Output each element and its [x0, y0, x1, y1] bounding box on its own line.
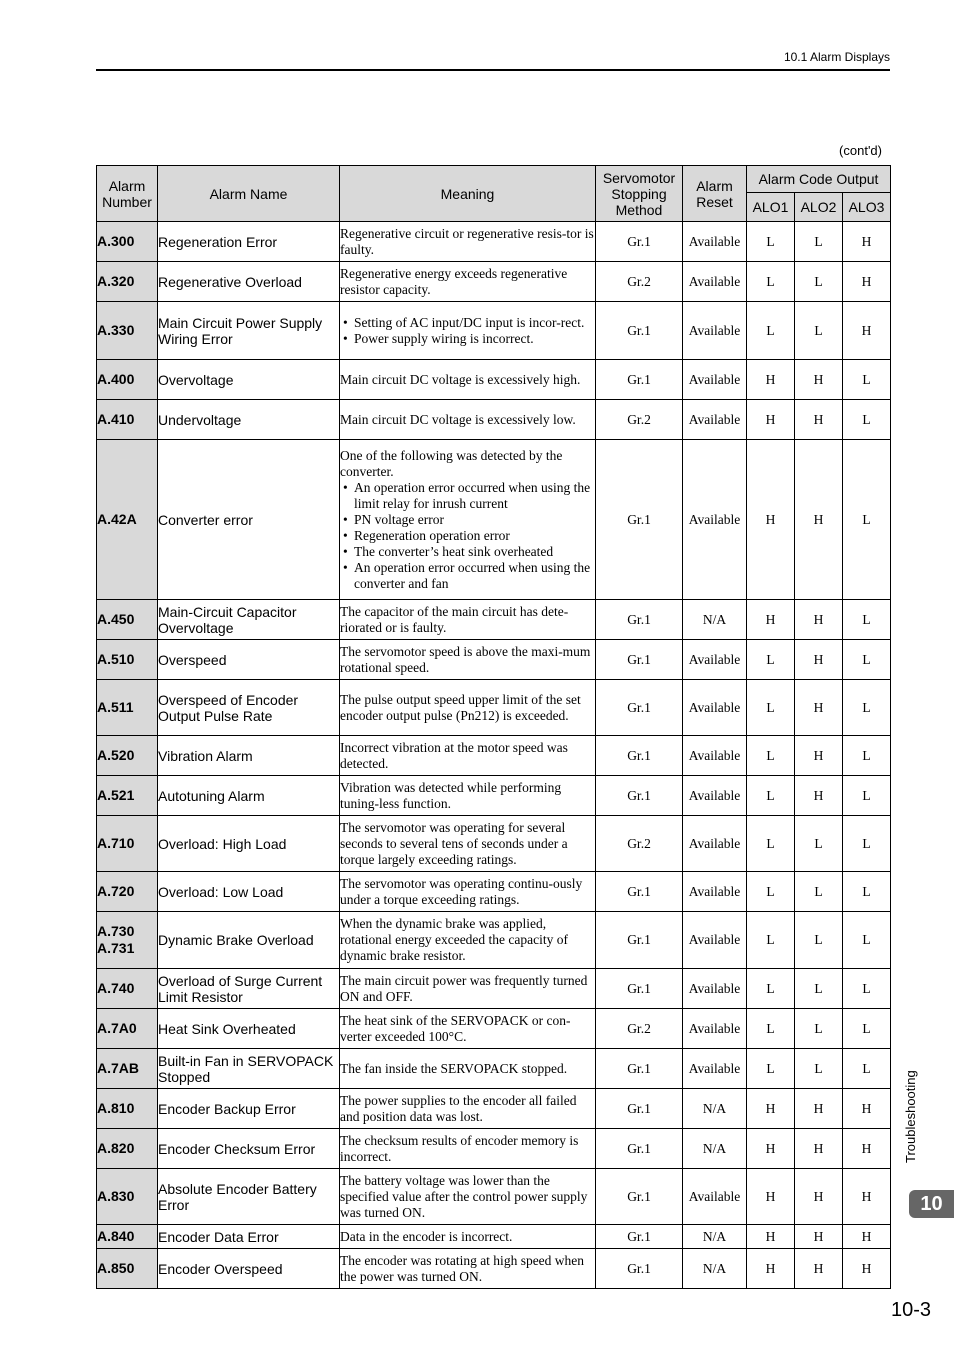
meaning-text: Incorrect vibration at the motor speed was detected.: [340, 739, 568, 771]
alarm-number: A.710: [97, 816, 158, 872]
alo1-value: L: [747, 969, 795, 1009]
alo3-value: L: [843, 400, 891, 440]
stopping-method: Gr.1: [596, 1089, 683, 1129]
alo2-value: L: [795, 912, 843, 969]
alarm-reset: Available: [683, 680, 747, 736]
alarm-reset: Available: [683, 912, 747, 969]
table-row: [97, 222, 891, 262]
alarm-number: A.730 A.731: [97, 912, 158, 969]
meaning-text: Vibration was detected while performing tuning-less function.: [340, 779, 562, 811]
alarm-name: Regenerative Overload: [158, 262, 340, 302]
header-alo2: ALO2: [795, 193, 843, 222]
section-label: 10.1 Alarm Displays: [783, 50, 890, 64]
stopping-method: Gr.1: [596, 680, 683, 736]
alarm-name: Overload: High Load: [158, 816, 340, 872]
alarm-name: Encoder Data Error: [158, 1225, 340, 1249]
alarm-number: A.320: [97, 262, 158, 302]
alarm-reset: Available: [683, 736, 747, 776]
alarm-name: Overvoltage: [158, 360, 340, 400]
meaning-text: Data in the encoder is incorrect.: [340, 1228, 513, 1244]
alarm-meaning: [340, 360, 596, 400]
header-stopping-method: Servomotor Stopping Method: [596, 166, 683, 222]
alarm-reset: N/A: [683, 1089, 747, 1129]
stopping-method: Gr.1: [596, 1249, 683, 1289]
alo2-value: H: [795, 1249, 843, 1289]
alo3-value: H: [843, 302, 891, 360]
alarm-name: Undervoltage: [158, 400, 340, 440]
alarm-meaning: [340, 872, 596, 912]
alo1-value: L: [747, 222, 795, 262]
alarm-meaning: [340, 969, 596, 1009]
alarm-meaning: [340, 1249, 596, 1289]
table-row: [97, 1049, 891, 1089]
alarm-meaning: [340, 736, 596, 776]
alo1-value: L: [747, 302, 795, 360]
alarm-meaning: [340, 302, 596, 360]
meaning-text: Main circuit DC voltage is excessively high.: [340, 371, 581, 387]
stopping-method: Gr.1: [596, 736, 683, 776]
table-row: [97, 1169, 891, 1225]
meaning-bullet: • Setting of AC input/DC input is incor-rect.: [340, 315, 595, 331]
alarm-meaning: [340, 1169, 596, 1225]
alo3-value: L: [843, 360, 891, 400]
alo1-value: H: [747, 600, 795, 640]
alarm-name: Overload of Surge Current Limit Resistor: [158, 969, 340, 1009]
alarm-reset: N/A: [683, 1129, 747, 1169]
meaning-text: The fan inside the SERVOPACK stopped.: [340, 1060, 568, 1076]
continued-label: (cont'd): [839, 143, 882, 158]
alo3-value: L: [843, 600, 891, 640]
alarm-name: Encoder Checksum Error: [158, 1129, 340, 1169]
header-alo1: ALO1: [747, 193, 795, 222]
alo2-value: H: [795, 440, 843, 600]
alarm-name: Overspeed: [158, 640, 340, 680]
alo2-value: L: [795, 302, 843, 360]
alo2-value: H: [795, 736, 843, 776]
alarm-meaning: [340, 600, 596, 640]
alarm-meaning: [340, 776, 596, 816]
alarm-reset: Available: [683, 302, 747, 360]
alarm-reset: Available: [683, 1169, 747, 1225]
alarm-number: A.300: [97, 222, 158, 262]
table-row: [97, 1089, 891, 1129]
alo2-value: H: [795, 360, 843, 400]
table-row: [97, 1249, 891, 1289]
alarm-rows: [97, 222, 891, 1289]
meaning-text: The heat sink of the SERVOPACK or con-verter exceeded 100°C.: [340, 1012, 571, 1044]
table-row: [97, 302, 891, 360]
table-row: [97, 736, 891, 776]
alo3-value: H: [843, 262, 891, 302]
stopping-method: Gr.1: [596, 600, 683, 640]
meaning-text: The battery voltage was lower than the specified value after the control power supply was turned ON.: [340, 1172, 588, 1220]
alarm-reset: Available: [683, 262, 747, 302]
alo2-value: H: [795, 1225, 843, 1249]
stopping-method: Gr.1: [596, 302, 683, 360]
meaning-text: Regenerative circuit or regenerative resis-tor is faulty.: [340, 225, 594, 257]
alarm-number: A.510: [97, 640, 158, 680]
meaning-bullet: • The converter’s heat sink overheated: [340, 544, 595, 560]
meaning-bullet: • Regeneration operation error: [340, 528, 595, 544]
alo1-value: L: [747, 816, 795, 872]
stopping-method: Gr.1: [596, 222, 683, 262]
meaning-text: The servomotor was operating continu-ously under a torque exceeding ratings.: [340, 875, 583, 907]
alarm-reset: N/A: [683, 600, 747, 640]
stopping-method: Gr.1: [596, 912, 683, 969]
stopping-method: Gr.2: [596, 262, 683, 302]
meaning-bullet-list: [340, 315, 595, 347]
alo1-value: H: [747, 400, 795, 440]
table-row: [97, 872, 891, 912]
alo1-value: L: [747, 736, 795, 776]
table-row: [97, 400, 891, 440]
alo3-value: L: [843, 680, 891, 736]
alo1-value: H: [747, 1249, 795, 1289]
page-number: 10-3: [890, 1299, 931, 1321]
alo2-value: H: [795, 680, 843, 736]
alarm-reset: Available: [683, 400, 747, 440]
alarm-reset: Available: [683, 222, 747, 262]
alo3-value: L: [843, 776, 891, 816]
alo2-value: H: [795, 1129, 843, 1169]
alarm-number: A.720: [97, 872, 158, 912]
alo1-value: H: [747, 1225, 795, 1249]
alarm-reset: Available: [683, 440, 747, 600]
alarm-name: Absolute Encoder Battery Error: [158, 1169, 340, 1225]
alarm-number: A.521: [97, 776, 158, 816]
alo2-value: L: [795, 222, 843, 262]
meaning-text: The power supplies to the encoder all failed and position data was lost.: [340, 1092, 577, 1124]
alarm-reset: N/A: [683, 1225, 747, 1249]
table-row: [97, 1129, 891, 1169]
alo2-value: L: [795, 872, 843, 912]
alo3-value: H: [843, 1249, 891, 1289]
alarm-reset: Available: [683, 969, 747, 1009]
alarm-name: Heat Sink Overheated: [158, 1009, 340, 1049]
alo3-value: L: [843, 872, 891, 912]
alo3-value: L: [843, 440, 891, 600]
alo3-value: L: [843, 1049, 891, 1089]
alarm-number: A.330: [97, 302, 158, 360]
alarm-reset: Available: [683, 360, 747, 400]
alo3-value: L: [843, 912, 891, 969]
alo3-value: L: [843, 816, 891, 872]
alo1-value: L: [747, 872, 795, 912]
stopping-method: Gr.1: [596, 440, 683, 600]
alarm-meaning: [340, 680, 596, 736]
alarm-meaning: [340, 1009, 596, 1049]
alarm-meaning: [340, 816, 596, 872]
alo3-value: H: [843, 1129, 891, 1169]
stopping-method: Gr.1: [596, 872, 683, 912]
alarm-name: Overload: Low Load: [158, 872, 340, 912]
alarm-name: Autotuning Alarm: [158, 776, 340, 816]
alo1-value: L: [747, 262, 795, 302]
stopping-method: Gr.2: [596, 1009, 683, 1049]
alo3-value: L: [843, 736, 891, 776]
table-row: [97, 1225, 891, 1249]
meaning-bullet-list: [340, 480, 595, 592]
alarm-number: A.820: [97, 1129, 158, 1169]
alo1-value: H: [747, 360, 795, 400]
alarm-name: Dynamic Brake Overload: [158, 912, 340, 969]
alo3-value: L: [843, 640, 891, 680]
alarm-number: A.7AB: [97, 1049, 158, 1089]
table-row: [97, 360, 891, 400]
meaning-text: When the dynamic brake was applied, rotational energy exceeded the capacity of dynamic brake resistor.: [340, 916, 569, 963]
meaning-bullet: • Power supply wiring is incorrect.: [340, 331, 595, 347]
stopping-method: Gr.1: [596, 776, 683, 816]
alarm-name: Converter error: [158, 440, 340, 600]
table-row: [97, 440, 891, 600]
table-row: [97, 816, 891, 872]
alo3-value: H: [843, 1169, 891, 1225]
table-row: [97, 640, 891, 680]
alarm-name: Encoder Backup Error: [158, 1089, 340, 1129]
header-meaning: Meaning: [340, 166, 596, 222]
alarm-meaning: [340, 1089, 596, 1129]
stopping-method: Gr.2: [596, 400, 683, 440]
meaning-text: The servomotor was operating for several seconds to several tens of seconds under a torque largely exceeding ratings.: [340, 819, 568, 867]
alarm-reset: Available: [683, 640, 747, 680]
meaning-text: The checksum results of encoder memory is incorrect.: [340, 1132, 579, 1164]
alarm-number: A.450: [97, 600, 158, 640]
alarm-name: Main-Circuit Capacitor Overvoltage: [158, 600, 340, 640]
meaning-text: The pulse output speed upper limit of the set encoder output pulse (Pn212) is exceeded.: [340, 691, 581, 723]
header-alo3: ALO3: [843, 193, 891, 222]
alarm-meaning: [340, 440, 596, 600]
alo3-value: H: [843, 222, 891, 262]
alarm-meaning: [340, 1129, 596, 1169]
alarm-meaning: [340, 400, 596, 440]
alo1-value: L: [747, 912, 795, 969]
alo3-value: L: [843, 969, 891, 1009]
header-alarm-reset: Alarm Reset: [683, 166, 747, 222]
alo2-value: L: [795, 1009, 843, 1049]
meaning-text: Main circuit DC voltage is excessively low.: [340, 411, 576, 427]
header-rule: [96, 69, 890, 71]
alarm-reset: Available: [683, 1009, 747, 1049]
alo2-value: L: [795, 262, 843, 302]
chapter-tab: 10: [909, 1190, 954, 1218]
meaning-text: The encoder was rotating at high speed when the power was turned ON.: [340, 1252, 585, 1284]
header-alarm-name: Alarm Name: [158, 166, 340, 222]
alo1-value: L: [747, 1009, 795, 1049]
meaning-text: The main circuit power was frequently turned ON and OFF.: [340, 972, 588, 1004]
stopping-method: Gr.1: [596, 1225, 683, 1249]
meaning-bullet: • An operation error occurred when using the limit relay for inrush current: [340, 480, 595, 512]
meaning-text: Regenerative energy exceeds regenerative resistor capacity.: [340, 265, 568, 297]
alo2-value: L: [795, 816, 843, 872]
alarm-table: [96, 165, 891, 1289]
alarm-name: Main Circuit Power Supply Wiring Error: [158, 302, 340, 360]
meaning-bullet: • An operation error occurred when using the converter and fan: [340, 560, 595, 592]
alarm-name: Vibration Alarm: [158, 736, 340, 776]
alo1-value: H: [747, 1169, 795, 1225]
table-row: [97, 680, 891, 736]
alo3-value: H: [843, 1089, 891, 1129]
meaning-text: One of the following was detected by the converter.: [340, 447, 563, 479]
alarm-meaning: [340, 640, 596, 680]
alo1-value: H: [747, 440, 795, 600]
alo1-value: H: [747, 1089, 795, 1129]
alarm-number: A.410: [97, 400, 158, 440]
alarm-name: Overspeed of Encoder Output Pulse Rate: [158, 680, 340, 736]
alarm-meaning: [340, 1225, 596, 1249]
alo2-value: H: [795, 640, 843, 680]
stopping-method: Gr.1: [596, 1049, 683, 1089]
stopping-method: Gr.1: [596, 969, 683, 1009]
meaning-bullet: • PN voltage error: [340, 512, 595, 528]
alarm-name: Regeneration Error: [158, 222, 340, 262]
header-alarm-number: Alarm Number: [97, 166, 158, 222]
alo1-value: L: [747, 776, 795, 816]
stopping-method: Gr.1: [596, 640, 683, 680]
alo1-value: H: [747, 1129, 795, 1169]
alarm-reset: N/A: [683, 1249, 747, 1289]
table-row: [97, 600, 891, 640]
alo1-value: L: [747, 640, 795, 680]
alarm-number: A.840: [97, 1225, 158, 1249]
alo2-value: H: [795, 600, 843, 640]
chapter-side-label: Troubleshooting: [903, 1070, 918, 1163]
stopping-method: Gr.2: [596, 816, 683, 872]
stopping-method: Gr.1: [596, 360, 683, 400]
alarm-meaning: [340, 222, 596, 262]
alarm-number: A.830: [97, 1169, 158, 1225]
alarm-number: A.810: [97, 1089, 158, 1129]
header-alarm-code-output: Alarm Code Output: [747, 166, 891, 193]
alarm-number: A.740: [97, 969, 158, 1009]
table-row: [97, 1009, 891, 1049]
alo2-value: H: [795, 1169, 843, 1225]
stopping-method: Gr.1: [596, 1169, 683, 1225]
alo3-value: L: [843, 1009, 891, 1049]
alo2-value: H: [795, 400, 843, 440]
alarm-number: A.850: [97, 1249, 158, 1289]
alo1-value: L: [747, 680, 795, 736]
alarm-name: Encoder Overspeed: [158, 1249, 340, 1289]
alarm-meaning: [340, 912, 596, 969]
alarm-reset: Available: [683, 776, 747, 816]
alarm-meaning: [340, 262, 596, 302]
alarm-number: A.42A: [97, 440, 158, 600]
alarm-number: A.511: [97, 680, 158, 736]
table-row: [97, 912, 891, 969]
alarm-number: A.520: [97, 736, 158, 776]
alarm-number: A.7A0: [97, 1009, 158, 1049]
alarm-reset: Available: [683, 816, 747, 872]
alarm-reset: Available: [683, 872, 747, 912]
alo2-value: H: [795, 776, 843, 816]
alo1-value: L: [747, 1049, 795, 1089]
table-row: [97, 262, 891, 302]
meaning-text: The servomotor speed is above the maxi-mum rotational speed.: [340, 643, 591, 675]
table-row: [97, 969, 891, 1009]
alarm-name: Built-in Fan in SERVOPACK Stopped: [158, 1049, 340, 1089]
table-row: [97, 776, 891, 816]
alo3-value: H: [843, 1225, 891, 1249]
alo2-value: L: [795, 969, 843, 1009]
stopping-method: Gr.1: [596, 1129, 683, 1169]
alarm-meaning: [340, 1049, 596, 1089]
meaning-text: The capacitor of the main circuit has dete-riorated or is faulty.: [340, 603, 569, 635]
alo2-value: L: [795, 1049, 843, 1089]
alarm-reset: Available: [683, 1049, 747, 1089]
alo2-value: H: [795, 1089, 843, 1129]
alarm-number: A.400: [97, 360, 158, 400]
